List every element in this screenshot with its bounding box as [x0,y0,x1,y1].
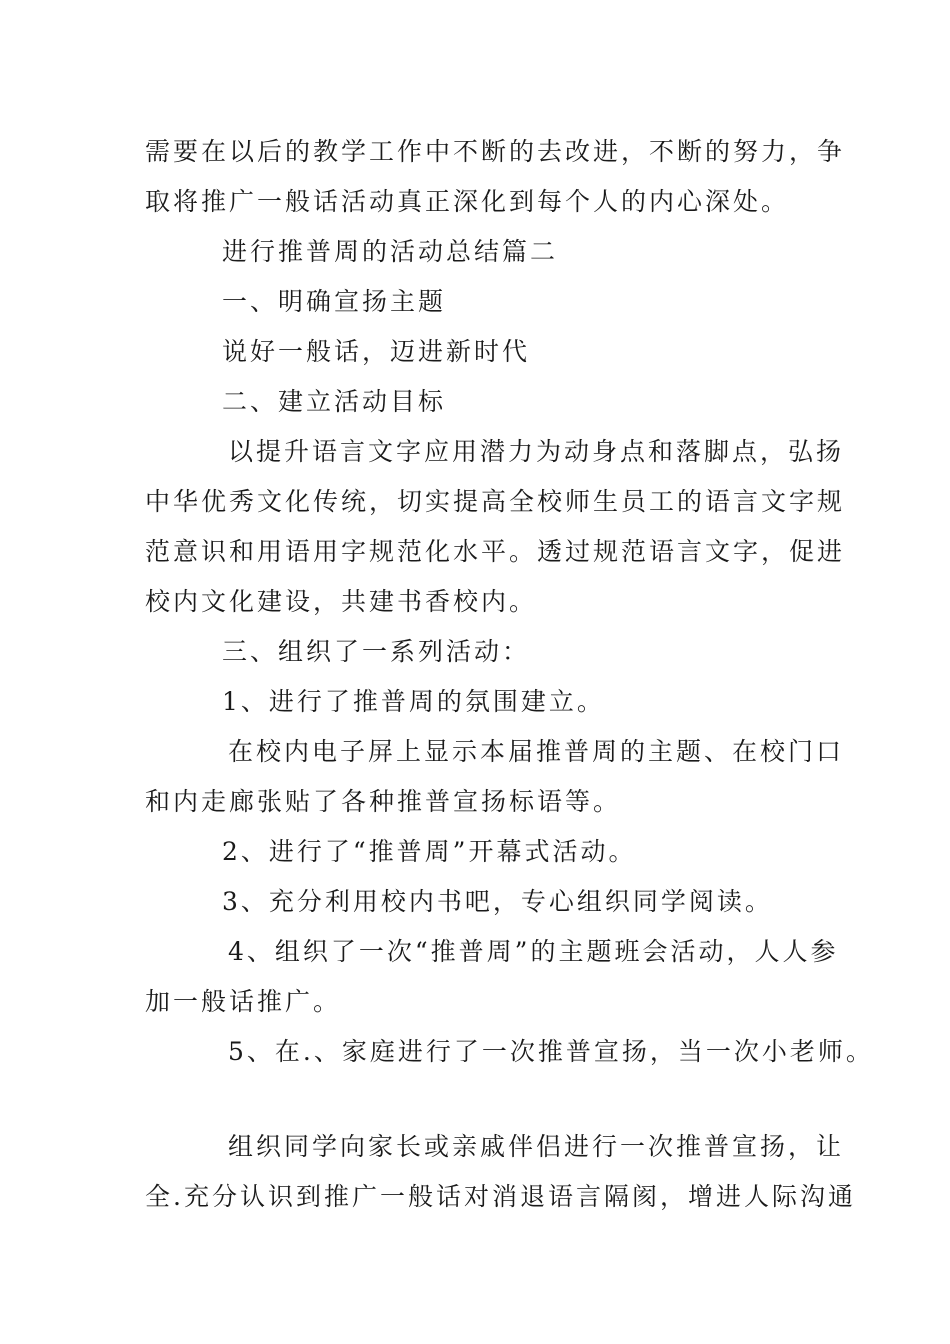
paragraph-line: 和内走廊张贴了各种推普宣扬标语等。 [145,787,622,816]
heading-3: 三、组织了一系列活动： [222,637,531,666]
paragraph-line: 加一般话推广。 [145,987,342,1016]
paragraph-line: 中华优秀文化传统，切实提高全校师生员工的语言文字规 [145,487,846,516]
paragraph-line: 以提升语言文字应用潜力为动身点和落脚点，弘扬 [228,437,845,466]
theme-slogan: 说好一般话，迈进新时代 [222,337,531,366]
paragraph-line: 组织同学向家长或亲戚伴侣进行一次推普宣扬，让 [228,1132,845,1161]
paragraph-line: 取将推广一般话活动真正深化到每个人的内心深处。 [145,187,790,216]
paragraph-line: 范意识和用语用字规范化水平。透过规范语言文字，促进 [145,537,846,566]
heading-1: 一、明确宣扬主题 [222,287,447,316]
paragraph-line: 在校内电子屏上显示本届推普周的主题、在校门口 [228,737,845,766]
paragraph-line: 校内文化建设，共建书香校内。 [145,587,538,616]
list-item: 2、进行了“推普周”开幕式活动。 [222,837,637,866]
list-item: 1、进行了推普周的氛围建立。 [222,687,605,716]
list-item: 4、组织了一次“推普周”的主题班会活动，人人参 [228,937,839,966]
heading-2: 二、建立活动目标 [222,387,447,416]
paragraph-line: 全.充分认识到推广一般话对消退语言隔阂，增进人际沟通 [145,1182,856,1211]
paragraph-line: 需要在以后的教学工作中不断的去改进，不断的努力，争 [145,137,846,166]
list-item: 5、在.、家庭进行了一次推普宣扬，当一次小老师。 [228,1037,874,1066]
list-item: 3、充分利用校内书吧，专心组织同学阅读。 [222,887,773,916]
section-title: 进行推普周的活动总结篇二 [222,237,559,266]
